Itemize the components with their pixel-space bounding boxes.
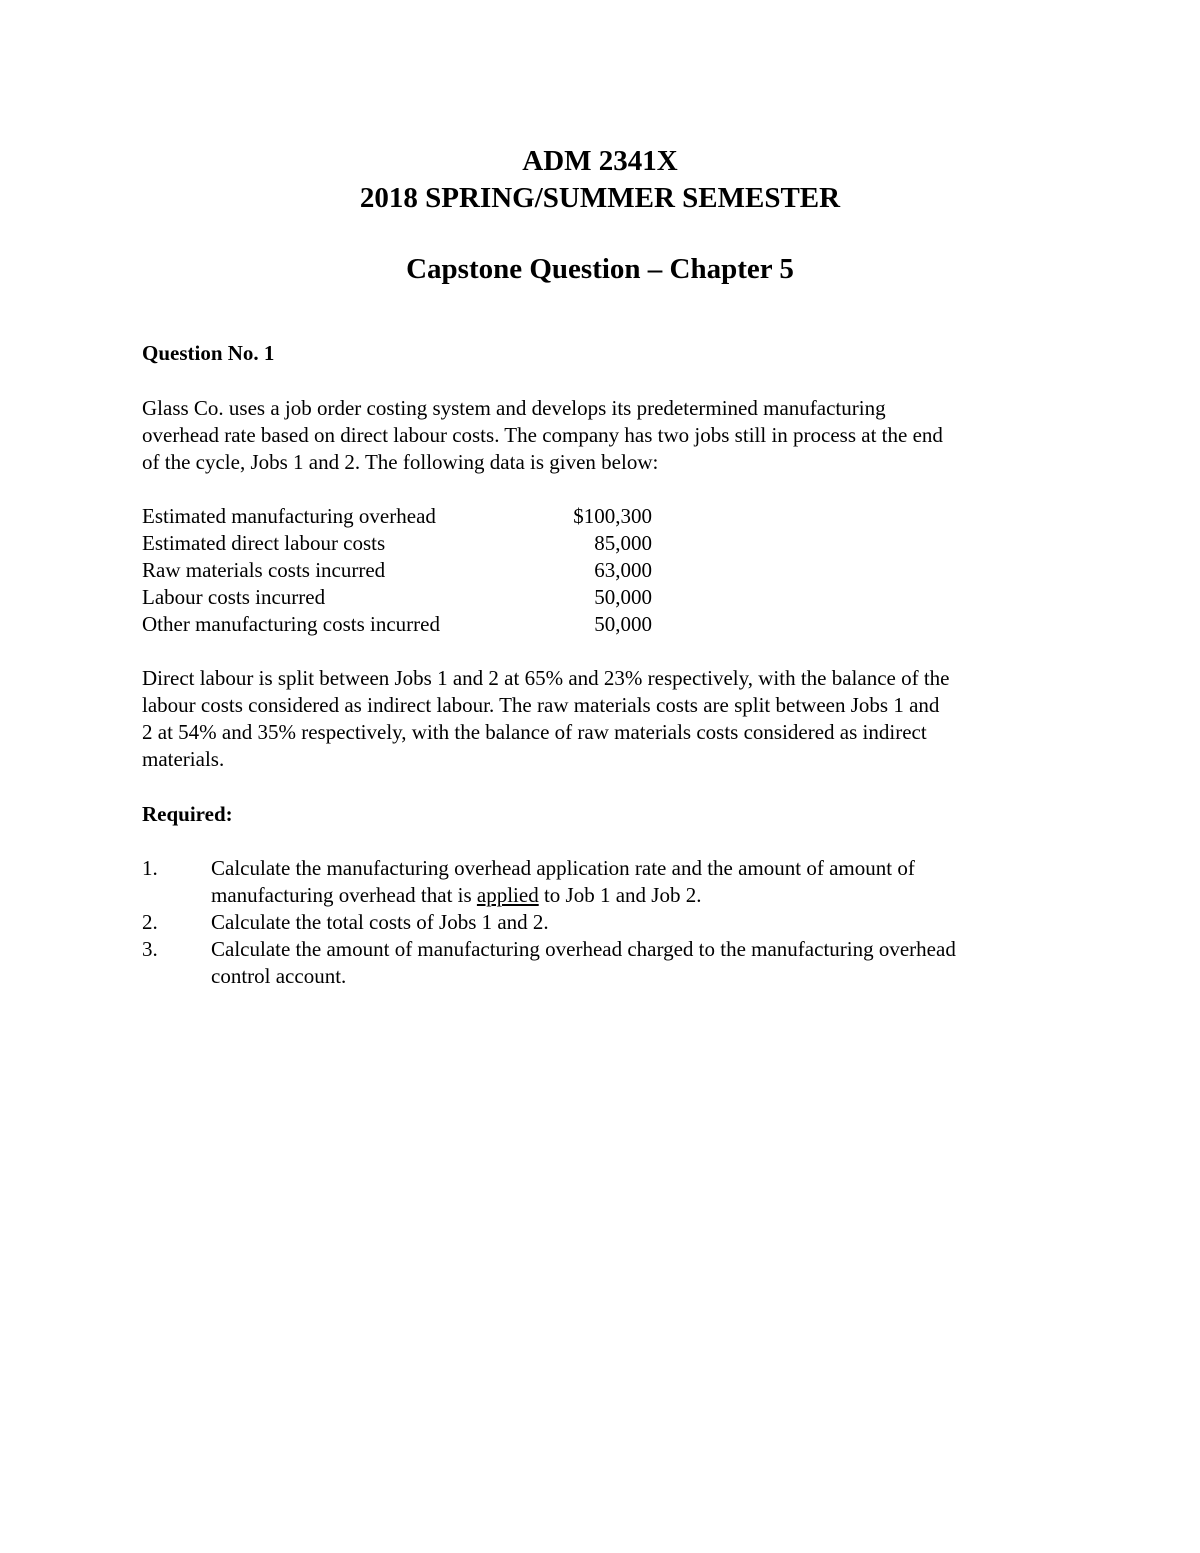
split-line: labour costs considered as indirect labour. The raw materials costs are split between Jobs 1 and: [142, 693, 940, 717]
row-value: $100,300: [573, 504, 652, 528]
item-line: control account.: [211, 964, 347, 988]
item-text-segment: manufacturing overhead that is: [211, 883, 477, 907]
split-line: 2 at 54% and 35% respectively, with the balance of raw materials costs considered as indirect: [142, 720, 927, 744]
table-row: [142, 611, 652, 638]
row-label: Estimated direct labour costs: [142, 531, 386, 555]
page-title: Capstone Question – Chapter 5: [406, 253, 794, 285]
list-item: [142, 936, 1072, 990]
row-label: Estimated manufacturing overhead: [142, 504, 436, 528]
row-value: 50,000: [594, 612, 652, 636]
table-row: [142, 503, 652, 530]
intro-line: Glass Co. uses a job order costing system and develops its predetermined manufacturing: [142, 396, 886, 420]
item-line: Calculate the manufacturing overhead application rate and the amount of amount of: [211, 856, 915, 880]
table-row: [142, 584, 652, 611]
semester-heading: 2018 SPRING/SUMMER SEMESTER: [359, 182, 841, 214]
question-label: Question No. 1: [142, 341, 275, 365]
required-list: [142, 855, 1072, 990]
row-label: Labour costs incurred: [142, 585, 326, 609]
row-label: Raw materials costs incurred: [142, 558, 386, 582]
item-text: [211, 909, 1072, 936]
required-label: Required:: [142, 802, 233, 826]
split-line: Direct labour is split between Jobs 1 and 2 at 65% and 23% respectively, with the balance of the: [142, 666, 950, 690]
course-code: ADM 2341X: [522, 145, 678, 177]
item-number: 3.: [142, 937, 158, 961]
list-item: [142, 909, 1072, 936]
underlined-word: applied: [476, 883, 539, 907]
split-paragraph: [142, 665, 1072, 773]
item-text-segment: to Job 1 and Job 2.: [538, 883, 702, 907]
item-line: [211, 882, 1072, 909]
row-label: Other manufacturing costs incurred: [142, 612, 440, 636]
intro-paragraph: [142, 395, 1072, 476]
item-text: [211, 855, 1072, 909]
item-line: Calculate the amount of manufacturing overhead charged to the manufacturing overhead: [211, 937, 956, 961]
split-line: materials.: [142, 747, 225, 771]
item-text: [211, 936, 1072, 990]
intro-line: of the cycle, Jobs 1 and 2. The following data is given below:: [142, 450, 659, 474]
cost-data-table: [142, 503, 652, 638]
table-row: [142, 530, 652, 557]
row-value: 85,000: [594, 531, 652, 555]
item-number: 2.: [142, 910, 158, 934]
row-value: 50,000: [594, 585, 652, 609]
intro-line: overhead rate based on direct labour costs. The company has two jobs still in process at the end: [142, 423, 943, 447]
row-value: 63,000: [594, 558, 652, 582]
item-number: 1.: [142, 856, 158, 880]
list-item: [142, 855, 1072, 909]
item-line: Calculate the total costs of Jobs 1 and 2.: [211, 910, 549, 934]
table-row: [142, 557, 652, 584]
